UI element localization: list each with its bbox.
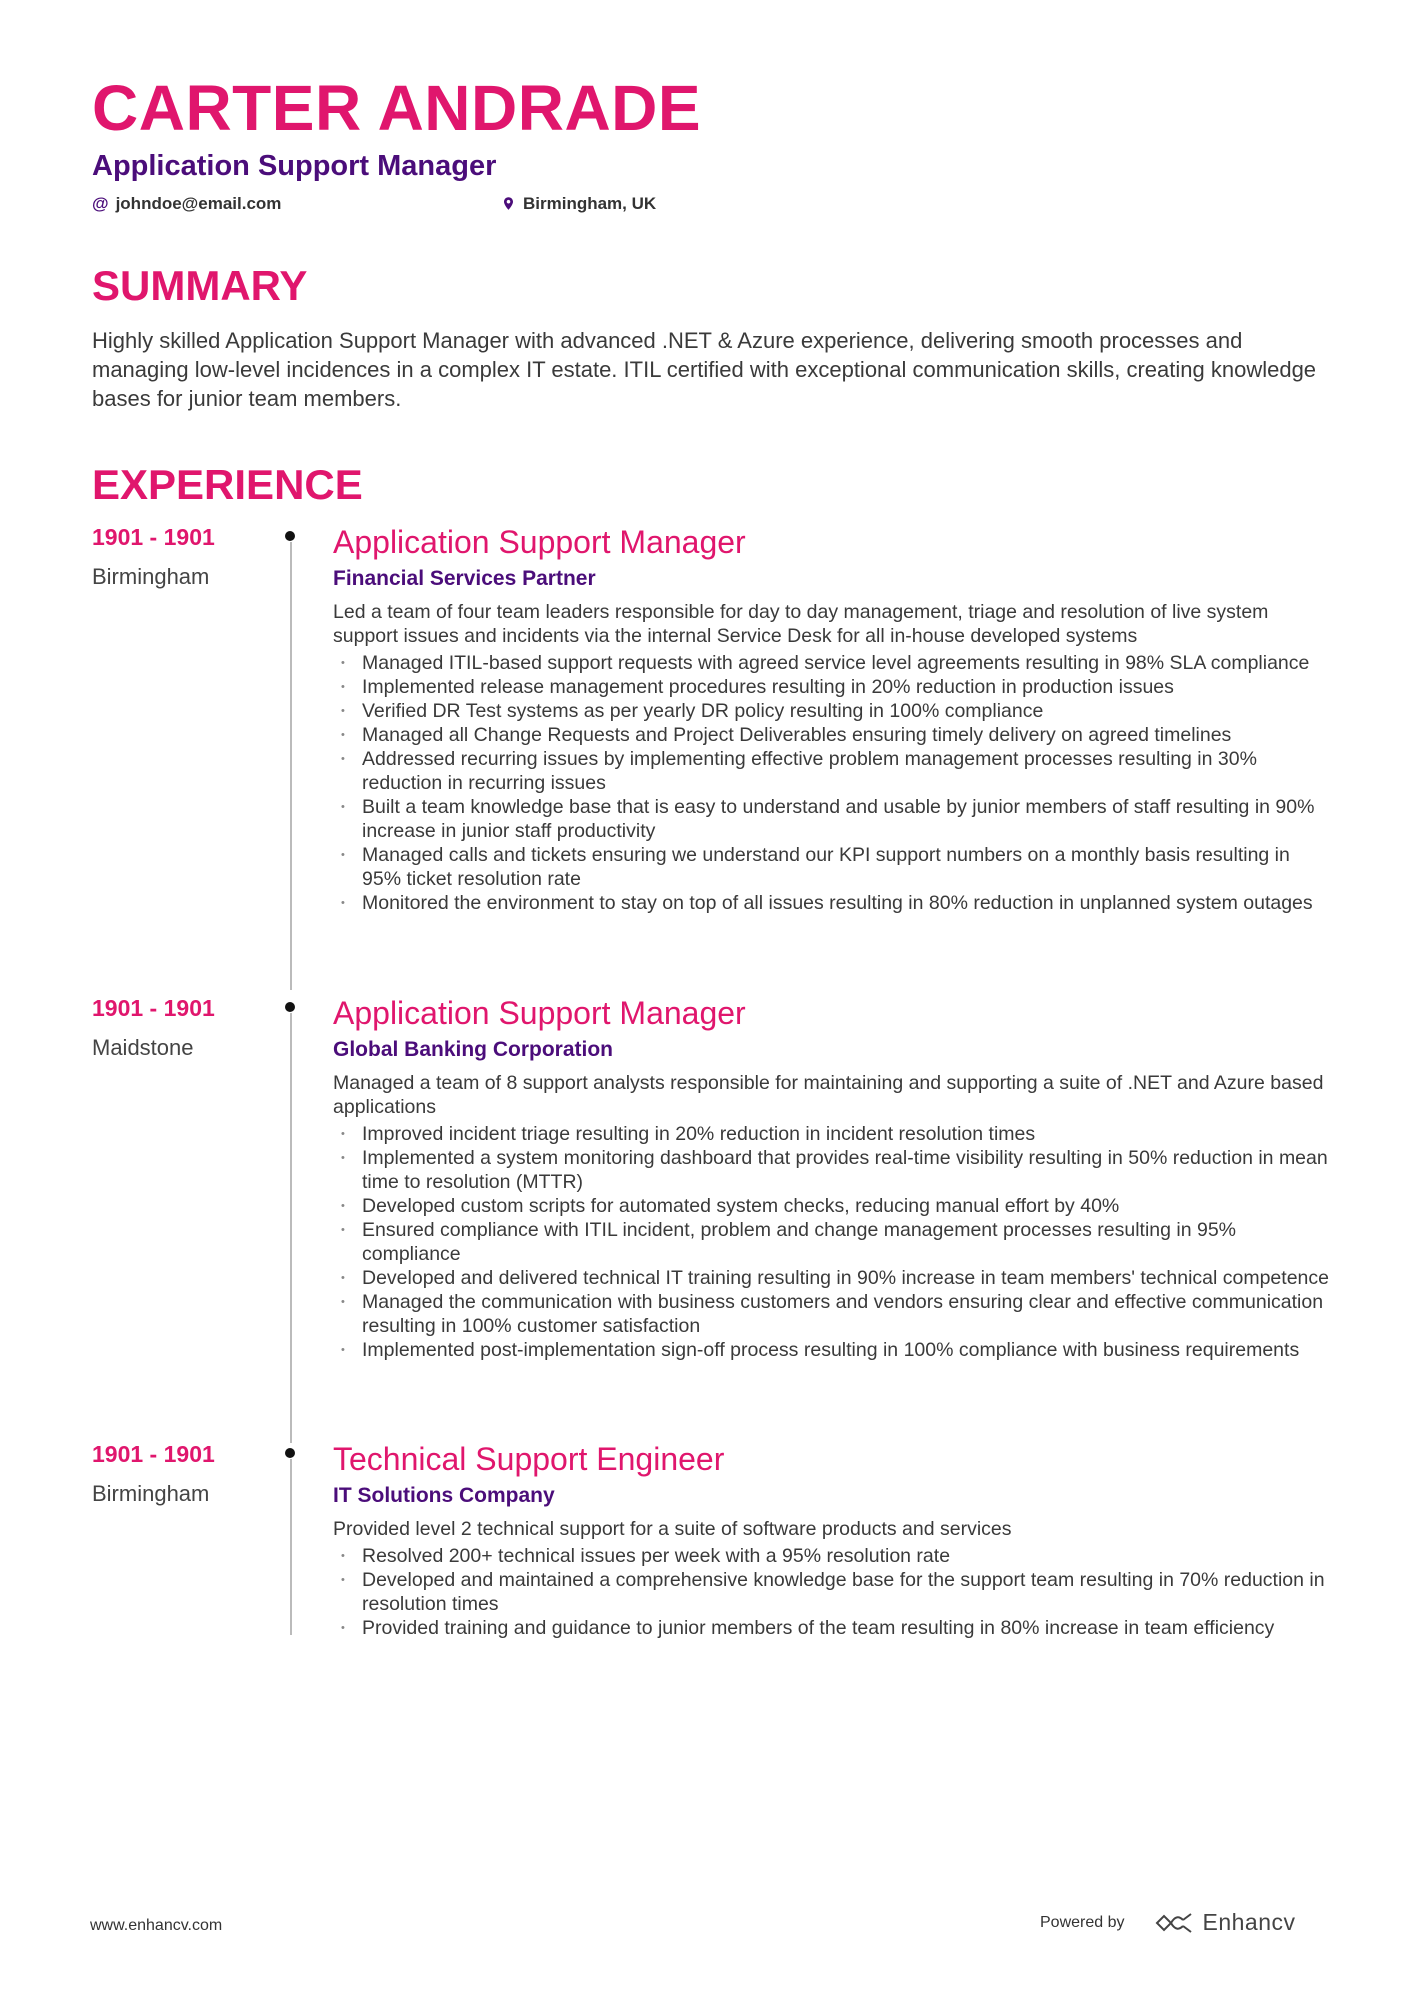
bullet-item: • Built a team knowledge base that is easy to understand and usable by junior members of staff resulting in 90% increase in junior staff productivity [333, 795, 1333, 843]
experience-heading: EXPERIENCE [92, 461, 363, 508]
entry-location: Birmingham [92, 1481, 210, 1506]
entry-bullets [333, 651, 1333, 915]
entry-title: Technical Support Engineer [333, 1441, 725, 1477]
entry-title: Application Support Manager [333, 524, 746, 560]
entry-company: Financial Services Partner [333, 567, 596, 590]
enhancv-logo[interactable] [1153, 1909, 1296, 1936]
entry-bullets [333, 1544, 1333, 1640]
bullet-item: • Implemented a system monitoring dashboard that provides real-time visibility resulting in 50% reduction in mean time to resolution (MTTR) [333, 1146, 1333, 1194]
entry-date: 1901 - 1901 [92, 1441, 215, 1467]
entry-body [333, 526, 1333, 915]
bullet-item: • Managed ITIL-based support requests with agreed service level agreements resulting in 98% SLA compliance [333, 651, 1333, 675]
bullet-item: • Managed calls and tickets ensuring we understand our KPI support numbers on a monthly basis resulting in 95% ticket resolution rate [333, 843, 1333, 891]
enhancv-logo-icon [1153, 1912, 1195, 1934]
entry-location: Birmingham [92, 564, 210, 589]
timeline-line [290, 542, 292, 990]
timeline-line [290, 1459, 292, 1635]
email-contact[interactable] [92, 195, 281, 212]
bullet-item: • Resolved 200+ technical issues per week with a 95% resolution rate [333, 1544, 1333, 1568]
bullet-item: • Provided training and guidance to junior members of the team resulting in 80% increase in team efficiency [333, 1616, 1333, 1640]
entry-description: Provided level 2 technical support for a suite of software products and services [333, 1518, 1012, 1540]
timeline-dot [285, 1002, 295, 1012]
bullet-item: • Managed all Change Requests and Project Deliverables ensuring timely delivery on agreed timelines [333, 723, 1333, 747]
summary-heading: SUMMARY [92, 262, 308, 309]
entry-description: Managed a team of 8 support analysts responsible for maintaining and supporting a suite of .NET and Azure based applications [333, 1072, 1324, 1118]
location-contact [504, 195, 656, 212]
entry-company: Global Banking Corporation [333, 1038, 614, 1061]
entry-description: Led a team of four team leaders responsible for day to day management, triage and resolution of live system support issues and incidents via the internal Service Desk for all in-house developed systems [333, 601, 1269, 647]
timeline-line [290, 1013, 292, 1443]
bullet-item: • Implemented release management procedures resulting in 20% reduction in production issues [333, 675, 1333, 699]
entry-bullets [333, 1122, 1333, 1362]
entry-date: 1901 - 1901 [92, 995, 215, 1021]
bullet-item: • Improved incident triage resulting in 20% reduction in incident resolution times [333, 1122, 1333, 1146]
entry-body [333, 997, 1333, 1362]
bullet-item: • Developed and delivered technical IT training resulting in 90% increase in team members' technical competence [333, 1266, 1333, 1290]
bullet-item: • Addressed recurring issues by implementing effective problem management processes resulting in 30% reduction in recurring issues [333, 747, 1333, 795]
entry-company: IT Solutions Company [333, 1484, 555, 1507]
timeline-dot [285, 1448, 295, 1458]
powered-by-text: Powered by [1040, 1913, 1125, 1931]
bullet-item: • Verified DR Test systems as per yearly DR policy resulting in 100% compliance [333, 699, 1333, 723]
entry-location: Maidstone [92, 1035, 194, 1060]
bullet-item: • Developed custom scripts for automated system checks, reducing manual effort by 40% [333, 1194, 1333, 1218]
location-text: Birmingham, UK [523, 194, 657, 213]
candidate-role: Application Support Manager [92, 150, 497, 182]
bullet-item: • Ensured compliance with ITIL incident, problem and change management processes resulting in 95% compliance [333, 1218, 1333, 1266]
bullet-item: • Implemented post-implementation sign-off process resulting in 100% compliance with business requirements [333, 1338, 1333, 1362]
bullet-item: • Managed the communication with business customers and vendors ensuring clear and effective communication resulting in 100% customer satisfaction [333, 1290, 1333, 1338]
email-text: johndoe@email.com [115, 194, 282, 213]
entry-title: Application Support Manager [333, 995, 746, 1031]
enhancv-logo-text: Enhancv [1202, 1909, 1296, 1935]
bullet-item: • Developed and maintained a comprehensive knowledge base for the support team resulting in 70% reduction in resolution times [333, 1568, 1333, 1616]
at-sign-icon: @ [92, 194, 109, 213]
entry-date: 1901 - 1901 [92, 524, 215, 550]
footer-branding [1040, 1909, 1296, 1936]
bullet-item: • Monitored the environment to stay on top of all issues resulting in 80% reduction in unplanned system outages [333, 891, 1333, 915]
summary-text: Highly skilled Application Support Manager with advanced .NET & Azure experience, delivering smooth processes and managing low-level incidences in a complex IT estate. ITIL certified with exceptional communication skills, creating knowledge bases for junior team members. [92, 328, 1317, 411]
candidate-name: CARTER ANDRADE [92, 72, 702, 144]
entry-body [333, 1443, 1333, 1640]
location-pin-icon [504, 197, 513, 210]
footer-website-link[interactable]: www.enhancv.com [90, 1917, 223, 1934]
timeline-dot [285, 531, 295, 541]
